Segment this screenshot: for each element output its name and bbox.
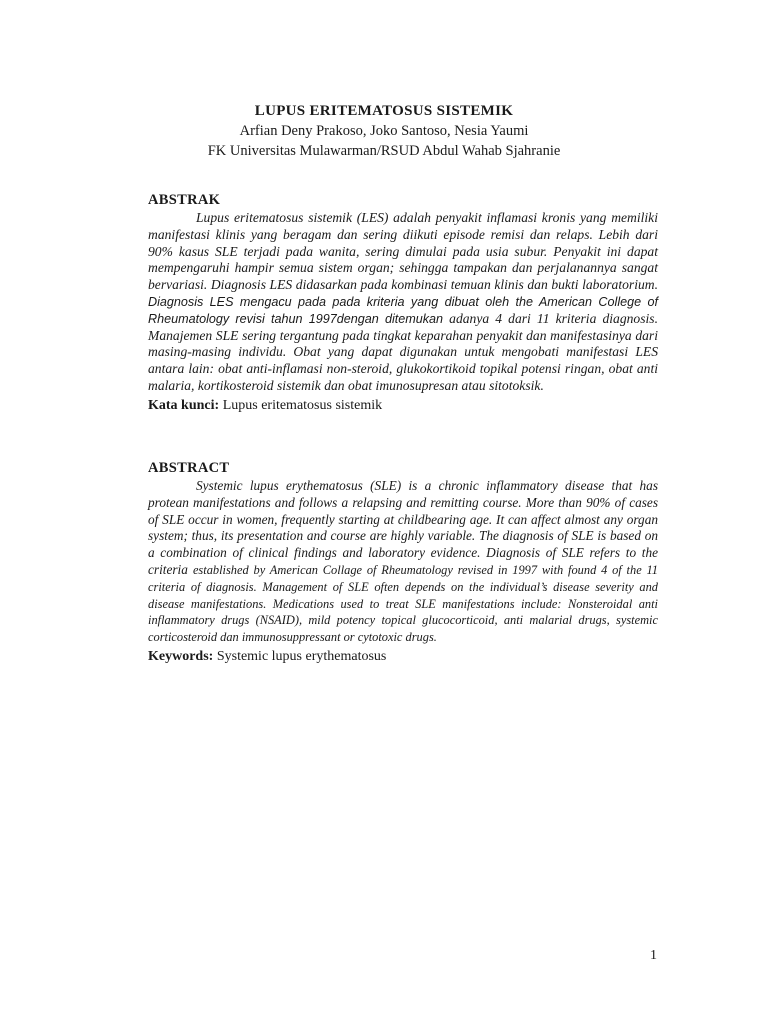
paper-title: LUPUS ERITEMATOSUS SISTEMIK (254, 103, 514, 119)
abstrak-keyword-value: Lupus eritematosus sistemik (219, 397, 383, 413)
abstrak-keyword-label: Kata kunci: (148, 397, 220, 413)
abstract-heading: ABSTRACT (148, 460, 230, 476)
abstract-keyword-value: Systemic lupus erythematosus (213, 648, 387, 664)
abstrak-paragraph (148, 210, 658, 395)
author-list: Arfian Deny Prakoso, Joko Santoso, Nesia Yaumi (239, 123, 529, 139)
abstract-keyword-label: Keywords: (148, 648, 214, 664)
abstrak-text-3: adanya 4 dari 11 kriteria diagnosis. Manajemen SLE sering tergantung pada tingkat keparahan penyakit dan manifestasinya dari masing-masing individu. Obat yang dapat digunakan untuk mengobati manifestasi LES antara lain: obat anti-inflamasi non-steroid, glukokortikoid topikal potensi ringan, obat anti malaria, kortikosteroid sistemik dan obat imunosupresan atau sitotoksik. (148, 310, 658, 393)
abstract-text-2: established by American Collage of Rheumatology revised in 1997 with found 4 of the 11 criteria of diagnosis. Management of SLE often depends on the individual’s disease severity and disease manifestations. Medications used to treat SLE manifestations include: Nonsteroidal anti inflammatory drugs (NSAID), mild potency topical glucocorticoid, anti malarial drugs, systemic corticosteroid dan immunosuppressant or cytotoxic drugs. (148, 562, 658, 645)
abstract-keywords (148, 647, 658, 666)
abstrak-heading: ABSTRAK (148, 192, 221, 208)
abstrak-text-1: Lupus eritematosus sistemik (LES) adalah penyakit inflamasi kronis yang memiliki manifestasi klinis yang beragam dan sering diikuti episode remisi dan relaps. Lebih dari 90% kasus SLE terjadi pada wanita, sering dimulai pada usia subur. Penyakit ini dapat mempengaruhi hampir semua sistem organ; sehingga tampakan dan perjalanannya sangat bervariasi. Diagnosis LES didasarkan pada kombinasi temuan klinis dan bukti laboratorium. (148, 210, 658, 293)
abstract-section (148, 459, 658, 666)
abstrak-section (148, 191, 658, 415)
page-number: 1 (650, 948, 657, 963)
affiliation: FK Universitas Mulawarman/RSUD Abdul Wahab Sjahranie (207, 143, 561, 159)
paper-header (0, 101, 768, 161)
abstract-paragraph (148, 478, 658, 646)
abstract-text-1: Systemic lupus erythematosus (SLE) is a chronic inflammatory disease that has protean manifestations and follows a relapsing and remitting course. More than 90% of cases of SLE occur in women, frequently starting at childbearing age. It can affect almost any organ system; thus, its presentation and course are highly variable. The diagnosis of SLE is based on a combination of clinical findings and laboratory evidence. Diagnosis of SLE refers to the criteria (148, 478, 658, 577)
abstrak-keywords (148, 396, 658, 415)
abstrak-text-2: Diagnosis LES mengacu pada pada kriteria yang dibuat oleh the American College of Rheumatology revisi tahun 1997dengan ditemukan (148, 294, 658, 326)
